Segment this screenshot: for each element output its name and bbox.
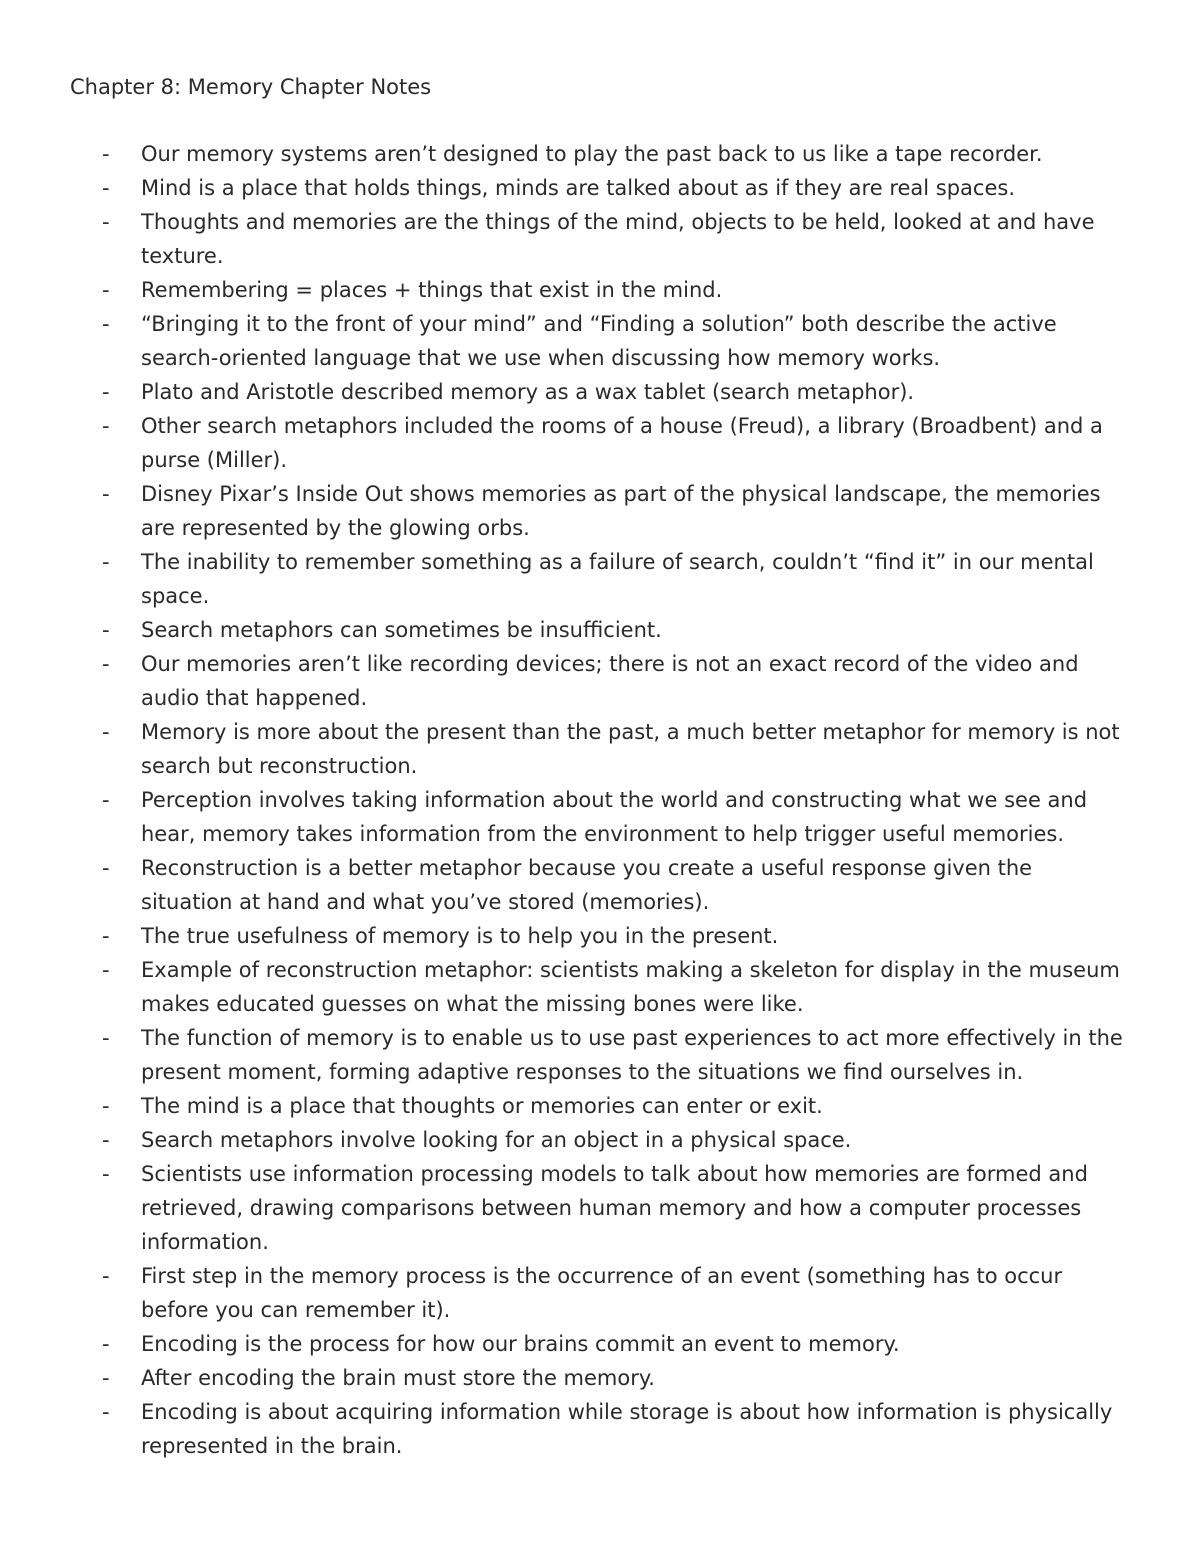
list-item xyxy=(70,1361,1130,1395)
list-item xyxy=(70,375,1130,409)
list-item xyxy=(70,171,1130,205)
bullet-dash: - xyxy=(102,1264,110,1288)
note-text: Scientists use information processing models to talk about how memories are formed and retrieved, drawing comparisons between human memory and how a computer processes information. xyxy=(141,1162,1088,1254)
bullet-dash: - xyxy=(102,1332,110,1356)
bullet-dash: - xyxy=(102,1026,110,1050)
note-text: Example of reconstruction metaphor: scientists making a skeleton for display in the museum makes educated guesses on what the missing bones were like. xyxy=(141,958,1120,1016)
bullet-dash: - xyxy=(102,142,110,166)
list-item xyxy=(70,647,1130,715)
bullet-dash: - xyxy=(102,210,110,234)
note-text: Disney Pixar’s Inside Out shows memories as part of the physical landscape, the memories are represented by the glowing orbs. xyxy=(141,482,1101,540)
list-item xyxy=(70,307,1130,375)
bullet-dash: - xyxy=(102,278,110,302)
note-text: Perception involves taking information about the world and constructing what we see and hear, memory takes information from the environment to help trigger useful memories. xyxy=(141,788,1088,846)
note-text: First step in the memory process is the occurrence of an event (something has to occur before you can remember it). xyxy=(141,1264,1063,1322)
bullet-dash: - xyxy=(102,788,110,812)
bullet-dash: - xyxy=(102,924,110,948)
list-item xyxy=(70,1021,1130,1089)
note-text: Memory is more about the present than the past, a much better metaphor for memory is not search but reconstruction. xyxy=(141,720,1120,778)
bullet-dash: - xyxy=(102,1366,110,1390)
bullet-dash: - xyxy=(102,550,110,574)
note-text: The inability to remember something as a failure of search, couldn’t “find it” in our mental space. xyxy=(141,550,1094,608)
note-text: Other search metaphors included the rooms of a house (Freud), a library (Broadbent) and a purse (Miller). xyxy=(141,414,1103,472)
note-text: The true usefulness of memory is to help you in the present. xyxy=(141,924,779,948)
bullet-dash: - xyxy=(102,856,110,880)
bullet-dash: - xyxy=(102,618,110,642)
list-item xyxy=(70,851,1130,919)
list-item xyxy=(70,783,1130,851)
note-text: Reconstruction is a better metaphor because you create a useful response given the situation at hand and what you’ve stored (memories). xyxy=(141,856,1033,914)
bullet-dash: - xyxy=(102,652,110,676)
note-text: Encoding is the process for how our brains commit an event to memory. xyxy=(141,1332,900,1356)
bullet-dash: - xyxy=(102,176,110,200)
list-item xyxy=(70,137,1130,171)
note-text: Our memory systems aren’t designed to play the past back to us like a tape recorder. xyxy=(141,142,1043,166)
list-item xyxy=(70,1157,1130,1259)
list-item xyxy=(70,1259,1130,1327)
bullet-dash: - xyxy=(102,1128,110,1152)
note-text: Remembering = places + things that exist in the mind. xyxy=(141,278,723,302)
bullet-dash: - xyxy=(102,312,110,336)
note-text: After encoding the brain must store the memory. xyxy=(141,1366,655,1390)
bullet-dash: - xyxy=(102,1400,110,1424)
bullet-dash: - xyxy=(102,720,110,744)
list-item xyxy=(70,1123,1130,1157)
list-item xyxy=(70,613,1130,647)
note-text: Plato and Aristotle described memory as a wax tablet (search metaphor). xyxy=(141,380,915,404)
bullet-dash: - xyxy=(102,1094,110,1118)
note-text: Mind is a place that holds things, minds are talked about as if they are real spaces. xyxy=(141,176,1016,200)
note-text: Search metaphors involve looking for an object in a physical space. xyxy=(141,1128,852,1152)
note-text: “Bringing it to the front of your mind” and “Finding a solution” both describe the active search-oriented language that we use when discussing how memory works. xyxy=(141,312,1057,370)
bullet-dash: - xyxy=(102,482,110,506)
page-title: Chapter 8: Memory Chapter Notes xyxy=(70,75,432,99)
note-text: The function of memory is to enable us to use past experiences to act more effectively in the present moment, forming adaptive responses to the situations we find ourselves in. xyxy=(141,1026,1123,1084)
notes-list xyxy=(70,137,1130,1463)
note-text: Thoughts and memories are the things of the mind, objects to be held, looked at and have texture. xyxy=(141,210,1095,268)
list-item xyxy=(70,273,1130,307)
list-item xyxy=(70,1395,1130,1463)
list-item xyxy=(70,953,1130,1021)
list-item xyxy=(70,409,1130,477)
list-item xyxy=(70,477,1130,545)
list-item xyxy=(70,919,1130,953)
bullet-dash: - xyxy=(102,958,110,982)
note-text: Encoding is about acquiring information while storage is about how information is physically represented in the brain. xyxy=(141,1400,1113,1458)
list-item xyxy=(70,205,1130,273)
note-text: Our memories aren’t like recording devices; there is not an exact record of the video and audio that happened. xyxy=(141,652,1079,710)
bullet-dash: - xyxy=(102,1162,110,1186)
bullet-dash: - xyxy=(102,380,110,404)
list-item xyxy=(70,545,1130,613)
list-item xyxy=(70,715,1130,783)
list-item xyxy=(70,1089,1130,1123)
bullet-dash: - xyxy=(102,414,110,438)
list-item xyxy=(70,1327,1130,1361)
note-text: The mind is a place that thoughts or memories can enter or exit. xyxy=(141,1094,823,1118)
note-text: Search metaphors can sometimes be insufficient. xyxy=(141,618,662,642)
